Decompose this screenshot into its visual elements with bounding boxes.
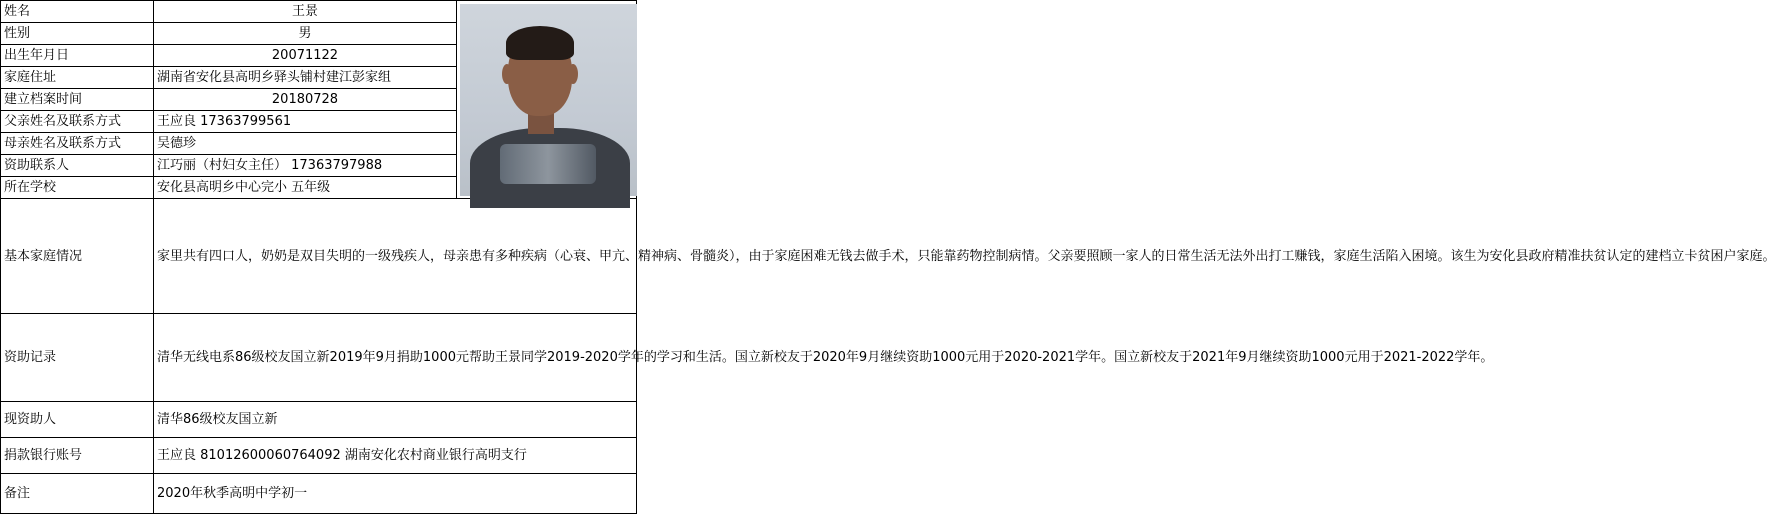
row-family (1, 199, 637, 314)
label-contact: 资助联系人 (1, 155, 154, 177)
label-file-date: 建立档案时间 (1, 89, 154, 111)
value-family: 家里共有四口人，奶奶是双目失明的一级残疾人，母亲患有多种疾病（心衰、甲亢、精神病、骨髓炎），由于家庭困难无钱去做手术，只能靠药物控制病情。父亲要照顾一家人的日常生活无法外出打工赚钱，家庭生活陷入困境。该生为安化县政府精准扶贫认定的建档立卡贫困户家庭。 (154, 199, 637, 314)
row-sponsor (1, 402, 637, 438)
label-record: 资助记录 (1, 314, 154, 402)
value-sponsor: 清华86级校友国立新 (154, 402, 637, 438)
label-mother: 母亲姓名及联系方式 (1, 133, 154, 155)
label-name: 姓名 (1, 1, 154, 23)
row-name (1, 1, 637, 23)
value-birth: 20071122 (154, 45, 457, 67)
label-note: 备注 (1, 474, 154, 514)
value-note: 2020年秋季高明中学初一 (154, 474, 637, 514)
row-record (1, 314, 637, 402)
value-file-date: 20180728 (154, 89, 457, 111)
value-record: 清华无线电系86级校友国立新2019年9月捐助1000元帮助王景同学2019-2020学年的学习和生活。国立新校友于2020年9月继续资助1000元用于2020-2021学年。国立新校友于2021年9月继续资助1000元用于2021-2022学年。 (154, 314, 637, 402)
row-note (1, 474, 637, 514)
label-school: 所在学校 (1, 177, 154, 199)
label-bank: 捐款银行账号 (1, 438, 154, 474)
student-photo (457, 1, 637, 199)
label-family: 基本家庭情况 (1, 199, 154, 314)
label-sponsor: 现资助人 (1, 402, 154, 438)
label-gender: 性别 (1, 23, 154, 45)
value-address: 湖南省安化县高明乡驿头铺村建江彭家组 (154, 67, 457, 89)
label-address: 家庭住址 (1, 67, 154, 89)
value-name: 王景 (154, 1, 457, 23)
value-father: 王应良 17363799561 (154, 111, 457, 133)
row-bank (1, 438, 637, 474)
label-father: 父亲姓名及联系方式 (1, 111, 154, 133)
label-birth: 出生年月日 (1, 45, 154, 67)
value-school: 安化县高明乡中心完小 五年级 (154, 177, 457, 199)
value-bank: 王应良 81012600060764092 湖南安化农村商业银行高明支行 (154, 438, 637, 474)
value-gender: 男 (154, 23, 457, 45)
value-contact: 江巧丽（村妇女主任） 17363797988 (154, 155, 457, 177)
photo-image (460, 4, 637, 196)
value-mother: 吴德珍 (154, 133, 457, 155)
